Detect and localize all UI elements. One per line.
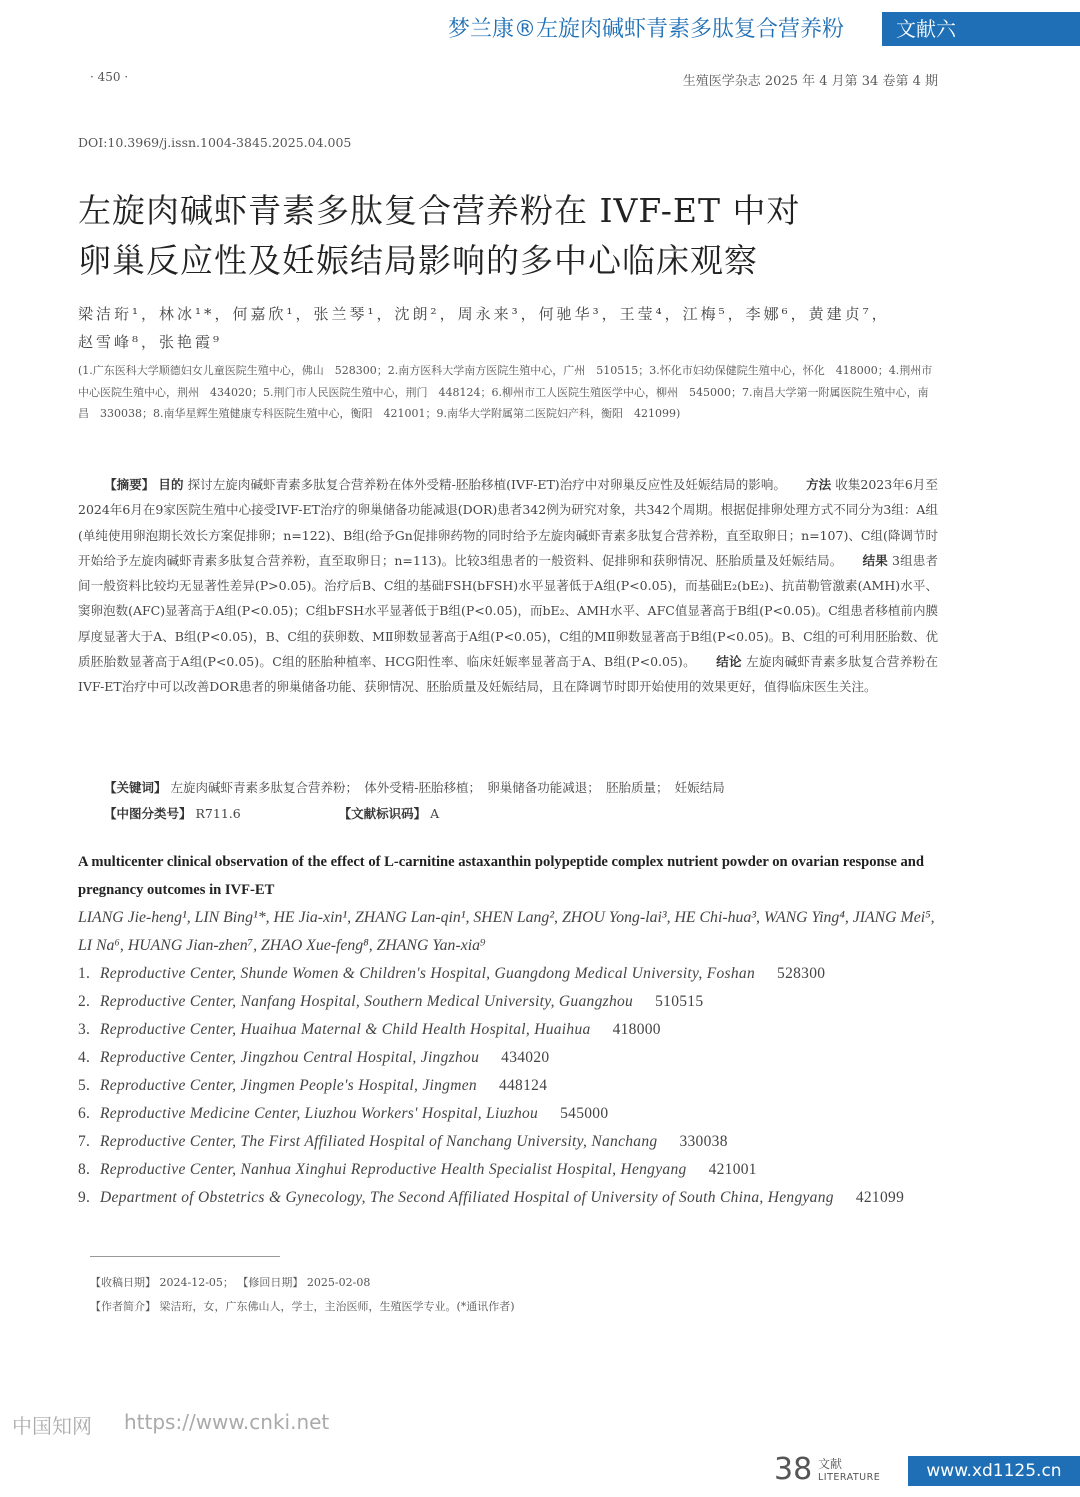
keywords xyxy=(104,778,725,796)
page-number-header: · 450 · xyxy=(90,70,129,84)
journal-header: 生殖医学杂志 2025 年 4 月第 34 卷第 4 期 xyxy=(682,74,938,89)
doc-code-value: A xyxy=(430,806,440,821)
methods-text: 收集2023年6月至2024年6月在9家医院生殖中心接受IVF-ET治疗的卵巢储备功能减退(DOR)患者342例为研究对象，共342个周期。根据促排卵处理方式不同分为3组：A组(单纯使用卵泡期长效长方案促排卵；n=122)、B组(给予Gn促排卵药物的同时给予左旋肉碱虾青素多肽复合营养粉，直至取卵日；n=107)、C组(降调节时开始给予左旋肉碱虾青素多肽复合营养粉，直至取卵日；n=113)。比较3组患者的一般资料、促排卵和获卵情况、胚胎质量及妊娠结局。 xyxy=(78,477,938,568)
affiliation-en-4: 4. Reproductive Center, Jingzhou Central Hospital, Jingzhou 434020 xyxy=(78,1049,550,1066)
affiliations-en xyxy=(78,960,940,1212)
doc-code-label: 【文献标识码】 xyxy=(338,806,427,821)
classification-label: 【中图分类号】 xyxy=(104,806,192,821)
objective-label: 目的 xyxy=(158,477,184,492)
affiliation-en-2: 2. Reproductive Center, Nanfang Hospital, Southern Medical University, Guangzhou 510515 xyxy=(78,993,704,1010)
affiliation-en-9: 9. Department of Obstetrics & Gynecology, The Second Affiliated Hospital of University of South China, Hengyang 421099 xyxy=(78,1189,905,1206)
literature-label-cn: 文献 xyxy=(818,1457,843,1471)
footnote-dates xyxy=(90,1274,370,1290)
title-line-2: 卵巢反应性及妊娠结局影响的多中心临床观察 xyxy=(78,241,758,280)
footnote-author xyxy=(90,1298,515,1314)
footnote-divider xyxy=(90,1256,280,1257)
affiliation-en-1: 1. Reproductive Center, Shunde Women & Children's Hospital, Guangdong Medical University, Foshan 528300 xyxy=(78,965,826,982)
results-label: 结果 xyxy=(862,552,888,568)
banner-title: 梦兰康®左旋肉碱虾青素多肽复合营养粉 xyxy=(448,17,845,42)
footer-page-number: 38 xyxy=(774,1452,813,1487)
received-label: 【收稿日期】 xyxy=(90,1276,156,1289)
affiliation-en-6: 6. Reproductive Medicine Center, Liuzhou Workers' Hospital, Liuzhou 545000 xyxy=(78,1105,609,1122)
banner-tag: 文献六 xyxy=(882,12,1080,46)
title-line-1: 左旋肉碱虾青素多肽复合营养粉在 IVF-ET 中对 xyxy=(78,191,801,230)
classification xyxy=(104,804,439,822)
affiliation-en-5: 5. Reproductive Center, Jingmen People's Hospital, Jingmen 448124 xyxy=(78,1077,548,1094)
keywords-text: 左旋肉碱虾青素多肽复合营养粉； 体外受精-胚胎移植； 卵巢储备功能减退； 胚胎质量； 妊娠结局 xyxy=(170,780,725,795)
abstract-cn xyxy=(78,472,938,700)
article-title-cn xyxy=(78,186,938,286)
article-title-en: A multicenter clinical observation of the effect of L-carnitine astaxanthin polypeptide complex nutrient powder on ovarian response and pregnancy outcomes in IVF-ET xyxy=(78,854,925,898)
doi: DOI:10.3969/j.issn.1004-3845.2025.04.005 xyxy=(78,135,352,150)
conclusion-text: 左旋肉碱虾青素多肽复合营养粉在IVF-ET治疗中可以改善DOR患者的卵巢储备功能、获卵情况、胚胎质量及妊娠结局，且在降调节时即开始使用的效果更好，值得临床医生关注。 xyxy=(78,654,938,695)
revised-date: 2025-02-08 xyxy=(306,1276,371,1289)
conclusion-label: 结论 xyxy=(715,654,742,670)
authors-cn-line-1: 梁洁珩¹，林冰¹*，何嘉欣¹，张兰琴¹，沈朗²，周永来³，何驰华³，王莹⁴，江梅⁵，李娜⁶，黄建贞⁷， xyxy=(78,305,890,323)
affiliation-en-3: 3. Reproductive Center, Huaihua Maternal & Child Health Hospital, Huaihua 418000 xyxy=(78,1021,661,1038)
affiliations-cn: (1.广东医科大学顺德妇女儿童医院生殖中心，佛山 528300；2.南方医科大学南方医院生殖中心，广州 510515；3.怀化市妇幼保健院生殖中心，怀化 418000；4.荆州市中心医院生殖中心，荆州 434020；5.荆门市人民医院生殖中心，荆门 448124；6.柳州市工人医院生殖医学中心，柳州 545000；7.南昌大学第一附属医院生殖中心，南昌 330038；8.南华星辉生殖健康专科医院生殖中心，衡阳 421001；9.南华大学附属第二医院妇产科，衡阳 421099) xyxy=(78,364,933,420)
authors-cn-line-2: 赵雪峰⁸，张艳霞⁹ xyxy=(78,333,223,351)
received-date: 2024-12-05； xyxy=(159,1276,234,1289)
classification-value: R711.6 xyxy=(195,806,241,821)
methods-label: 方法 xyxy=(806,477,832,492)
literature-label-en: LITERATURE xyxy=(818,1472,881,1483)
authors-cn xyxy=(78,300,938,356)
site-url[interactable]: www.xd1125.cn xyxy=(908,1456,1080,1486)
cnki-url[interactable]: https://www.cnki.net xyxy=(124,1410,330,1434)
author-label: 【作者简介】 xyxy=(90,1300,156,1313)
affiliation-en-7: 7. Reproductive Center, The First Affiliated Hospital of Nanchang University, Nanchang 330038 xyxy=(78,1133,728,1150)
objective-text: 探讨左旋肉碱虾青素多肽复合营养粉在体外受精-胚胎移植(IVF-ET)治疗中对卵巢反应性及妊娠结局的影响。 xyxy=(187,477,786,492)
abstract-label: 【摘要】 xyxy=(104,477,155,492)
author-bio: 梁洁珩，女，广东佛山人，学士，主治医师，生殖医学专业。(*通讯作者) xyxy=(159,1300,515,1313)
affiliation-en-8: 8. Reproductive Center, Nanhua Xinghui Reproductive Health Specialist Hospital, Hengyang 421001 xyxy=(78,1161,757,1178)
revised-label: 【修回日期】 xyxy=(237,1276,304,1289)
authors-en: LIANG Jie-heng¹, LIN Bing¹*, HE Jia-xin¹, ZHANG Lan-qin¹, SHEN Lang², ZHOU Yong-lai³, HE Chi-hua³, WANG Ying⁴, JIANG Mei⁵, LI Na⁶, HUANG Jian-zhen⁷, ZHAO Xue-feng⁸, ZHANG Yan-xia⁹ xyxy=(78,909,935,954)
cnki-logo: 中国知网 xyxy=(12,1414,92,1438)
keywords-label: 【关键词】 xyxy=(104,780,167,795)
results-text: 3组患者间一般资料比较均无显著性差异(P>0.05)。治疗后B、C组的基础FSH(bFSH)水平显著低于A组(P<0.05)，而基础E₂(bE₂)、抗苗勒管激素(AMH)水平、窦卵泡数(AFC)显著高于A组(P<0.05)；C组bFSH水平显著低于B组(P<0.05)，而bE₂、AMH水平、AFC值显著高于B组(P<0.05)。C组患者移植前内膜厚度显著大于A、B组(P<0.05)，B、C组的获卵数、MⅡ卵数显著高于A组(P<0.05)，C组的MⅡ卵数显著高于B组(P<0.05)。B、C组的可利用胚胎数、优质胚胎数显著高于A组(P<0.05)。C组的胚胎种植率、HCG阳性率、临床妊娠率显著高于A、B组(P<0.05)。 xyxy=(78,552,938,670)
